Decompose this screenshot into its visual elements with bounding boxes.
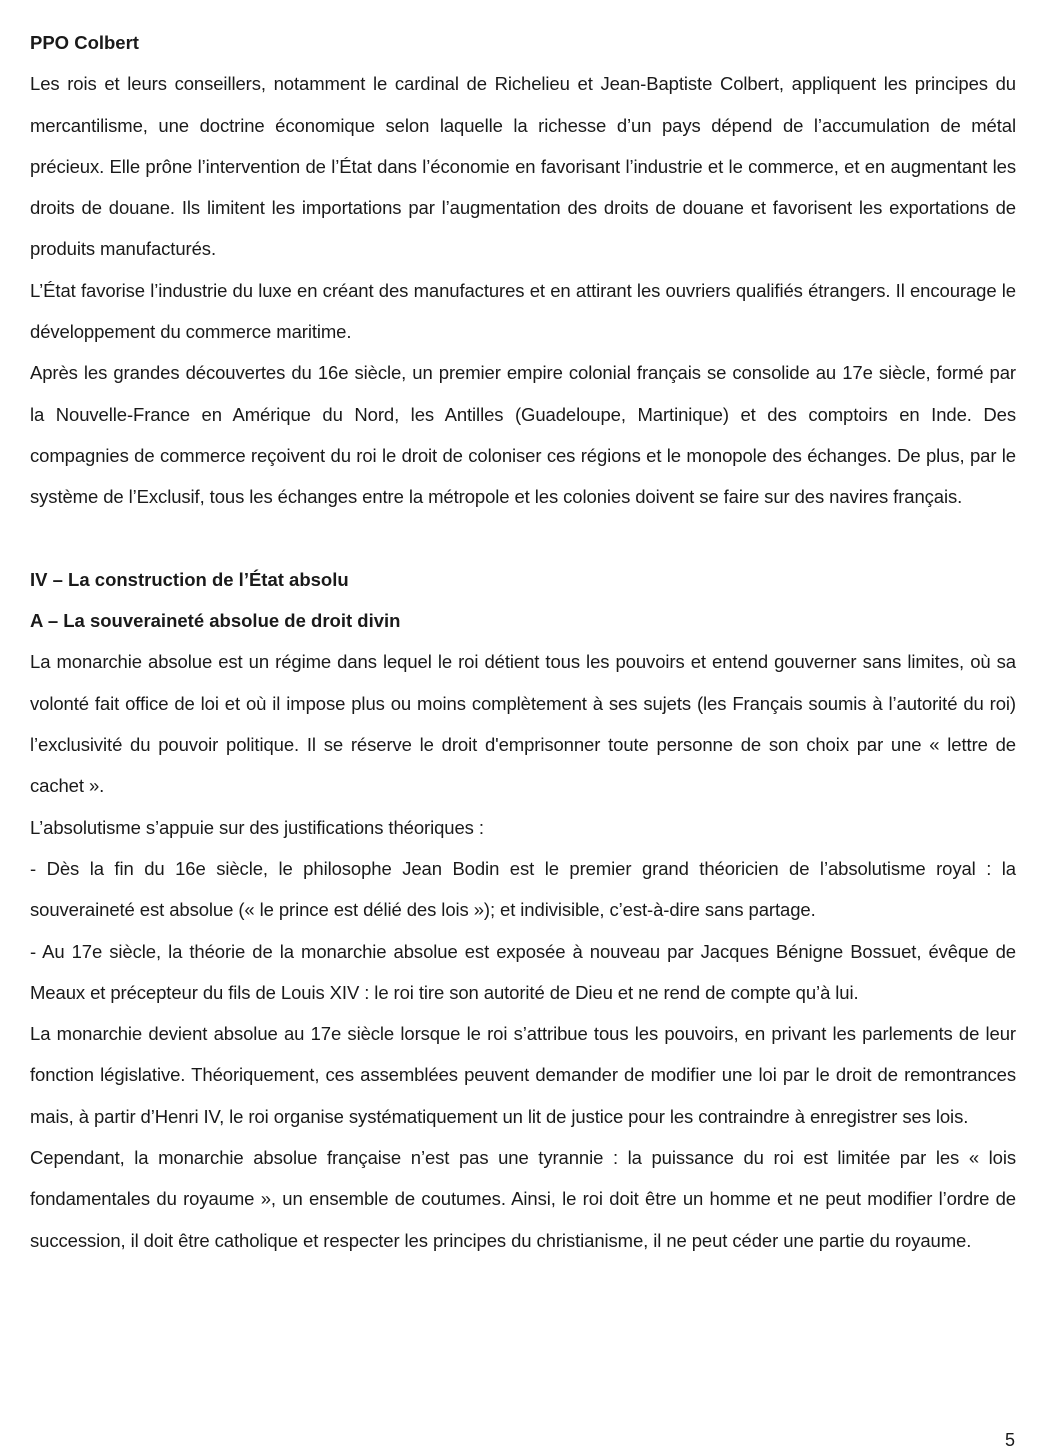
paragraph-justifications: L’absolutisme s’appuie sur des justifications théoriques : <box>30 816 484 838</box>
subsection-heading-souverainete: A – La souveraineté absolue de droit divin <box>30 610 401 632</box>
document-page <box>30 22 1016 1261</box>
paragraph-parlements: La monarchie devient absolue au 17e siècle lorsque le roi s’attribue tous les pouvoirs, en privant les parlements de leur fonction législative. Théoriquement, ces assemblées peuvent demander de modifier une loi par le droit de remontrances mais, à partir d’Henri IV, le roi organise systématiquement un lit de justice pour les contraindre à enregistrer ses lois. <box>30 1023 1016 1127</box>
section-heading-ppo-colbert: PPO Colbert <box>30 32 139 53</box>
section-spacer <box>30 518 1016 559</box>
paragraph-industrie-luxe: L’État favorise l’industrie du luxe en créant des manufactures et en attirant les ouvriers qualifiés étrangers. Il encourage le développement du commerce maritime. <box>30 279 1016 343</box>
paragraph-monarchie-absolue: La monarchie absolue est un régime dans lequel le roi détient tous les pouvoirs et entend gouverner sans limites, où sa volonté fait office de loi et où il impose plus ou moins complètement à ses sujets (les Français soumis à l’autorité du roi) l’exclusivité du pouvoir politique. Il se réserve le droit d'emprisonner toute personne de son choix par une « lettre de cachet ». <box>30 651 1016 797</box>
paragraph-empire-colonial: Après les grandes découvertes du 16e siècle, un premier empire colonial français se consolide au 17e siècle, formé par la Nouvelle-France en Amérique du Nord, les Antilles (Guadeloupe, Martinique) et des comptoirs en Inde. Des compagnies de commerce reçoivent du roi le droit de coloniser ces régions et le monopole des échanges. De plus, par le système de l’Exclusif, tous les échanges entre la métropole et les colonies doivent se faire sur des navires français. <box>30 362 1016 508</box>
paragraph-jean-bodin: - Dès la fin du 16e siècle, le philosophe Jean Bodin est le premier grand théoricien de l’absolutisme royal : la souveraineté est absolue (« le prince est délié des lois »); et indivisible, c’est-à-dire sans partage. <box>30 857 1016 921</box>
paragraph-bossuet: - Au 17e siècle, la théorie de la monarchie absolue est exposée à nouveau par Jacques Bénigne Bossuet, évêque de Meaux et précepteur du fils de Louis XIV : le roi tire son autorité de Dieu et ne rend de compte qu’à lui. <box>30 940 1016 1003</box>
page-number: 5 <box>1004 1430 1015 1450</box>
paragraph-lois-fondamentales: Cependant, la monarchie absolue française n’est pas une tyrannie : la puissance du roi est limitée par les « lois fondamentales du royaume », un ensemble de coutumes. Ainsi, le roi doit être un homme et ne peut modifier l’ordre de succession, il doit être catholique et respecter les principes du christianisme, il ne peut céder une partie du royaume. <box>30 1147 1016 1251</box>
section-heading-etat-absolu: IV – La construction de l’État absolu <box>30 568 349 590</box>
paragraph-mercantilisme: Les rois et leurs conseillers, notamment le cardinal de Richelieu et Jean-Baptiste Colbert, appliquent les principes du mercantilisme, une doctrine économique selon laquelle la richesse d’un pays dépend de l’accumulation de métal précieux. Elle prône l’intervention de l’État dans l’économie en favorisant l’industrie et le commerce, et en augmentant les droits de douane. Ils limitent les importations par l’augmentation des droits de douane et favorisent les exportations de produits manufacturés. <box>30 73 1016 260</box>
